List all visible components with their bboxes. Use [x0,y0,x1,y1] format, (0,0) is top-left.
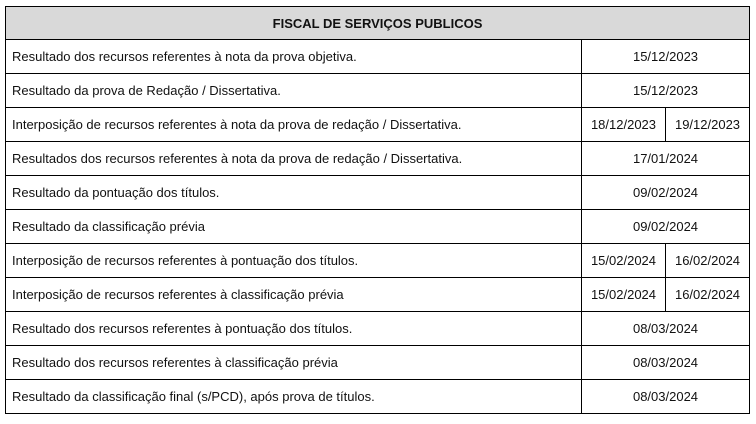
table-row [6,108,750,142]
table-row [6,74,750,108]
row-description: Resultado da classificação prévia [6,210,582,244]
row-description: Interposição de recursos referentes à classificação prévia [6,278,582,312]
row-description: Interposição de recursos referentes à pontuação dos títulos. [6,244,582,278]
table-row [6,380,750,414]
table-body [6,40,750,414]
table-row [6,210,750,244]
row-description: Resultado da pontuação dos títulos. [6,176,582,210]
row-end-date: 16/02/2024 [666,244,750,278]
row-start-date: 15/02/2024 [582,244,666,278]
table-row [6,244,750,278]
table-row [6,40,750,74]
row-description: Interposição de recursos referentes à nota da prova de redação / Dissertativa. [6,108,582,142]
table-row [6,278,750,312]
table-row [6,312,750,346]
row-description: Resultados dos recursos referentes à nota da prova de redação / Dissertativa. [6,142,582,176]
row-date: 08/03/2024 [582,312,750,346]
row-date: 08/03/2024 [582,380,750,414]
row-start-date: 18/12/2023 [582,108,666,142]
table-title: FISCAL DE SERVIÇOS PUBLICOS [6,7,750,40]
table-row [6,176,750,210]
row-end-date: 19/12/2023 [666,108,750,142]
row-description: Resultado da prova de Redação / Dissertativa. [6,74,582,108]
row-description: Resultado dos recursos referentes à classificação prévia [6,346,582,380]
row-start-date: 15/02/2024 [582,278,666,312]
table-header-row [6,7,750,40]
row-date: 09/02/2024 [582,210,750,244]
table-row [6,346,750,380]
row-description: Resultado da classificação final (s/PCD), após prova de títulos. [6,380,582,414]
row-date: 09/02/2024 [582,176,750,210]
schedule-table [5,6,750,414]
row-date: 17/01/2024 [582,142,750,176]
row-description: Resultado dos recursos referentes à nota da prova objetiva. [6,40,582,74]
row-end-date: 16/02/2024 [666,278,750,312]
row-date: 08/03/2024 [582,346,750,380]
row-description: Resultado dos recursos referentes à pontuação dos títulos. [6,312,582,346]
row-date: 15/12/2023 [582,40,750,74]
row-date: 15/12/2023 [582,74,750,108]
table-row [6,142,750,176]
